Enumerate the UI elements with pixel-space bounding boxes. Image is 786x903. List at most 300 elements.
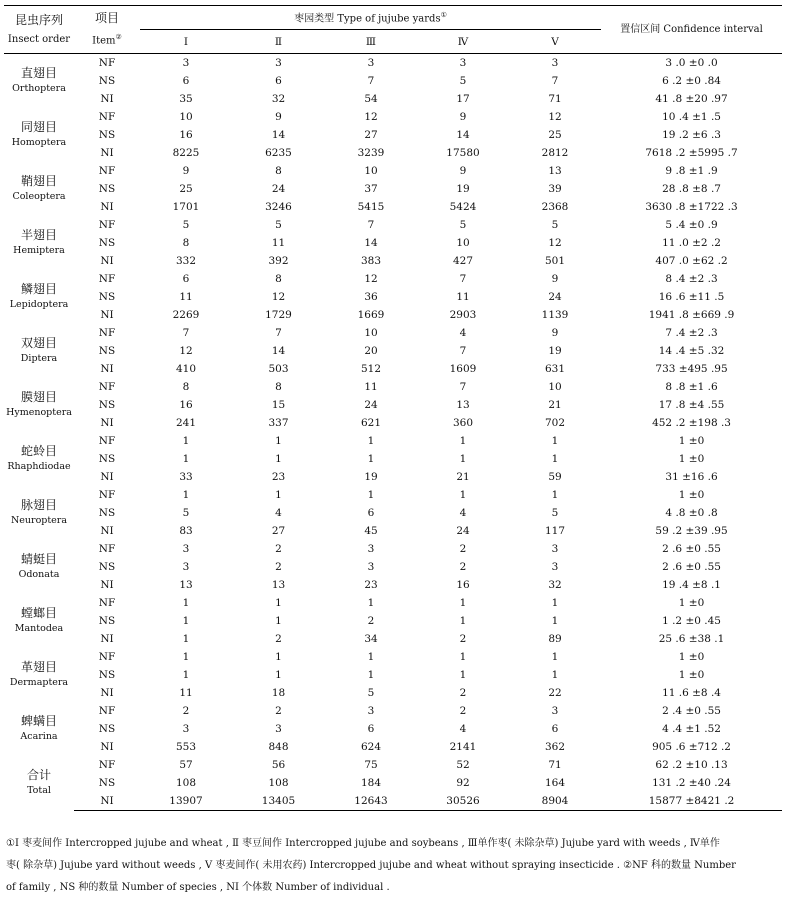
item-cell: NS	[98, 615, 116, 627]
value-cell: 1	[182, 453, 190, 465]
item-cell: NI	[100, 633, 114, 645]
item-cell: NF	[98, 489, 116, 501]
ci-cell: 28 .8 ±8 .7	[662, 183, 721, 195]
ci-cell: 16 .6 ±11 .5	[658, 291, 725, 303]
value-cell: 36	[364, 291, 378, 303]
item-cell: NS	[98, 183, 116, 195]
ci-cell: 2 .6 ±0 .55	[662, 543, 721, 555]
value-cell: 2	[182, 705, 190, 717]
insect-order-cell	[4, 540, 74, 594]
value-cell: 332	[175, 255, 197, 267]
item-cell: NF	[98, 597, 116, 609]
ci-cell: 31 ±16 .6	[665, 471, 718, 483]
ci-cell: 9 .8 ±1 .9	[665, 165, 718, 177]
col-confidence-interval	[601, 6, 782, 54]
item-cell: NI	[100, 309, 114, 321]
order-name-en: Lepidoptera	[9, 299, 69, 310]
value-cell: 14	[271, 129, 286, 141]
col-insect-order	[4, 6, 74, 54]
value-cell: 59	[548, 471, 562, 483]
insect-order-cell	[4, 270, 74, 324]
value-cell: 12	[271, 291, 286, 303]
item-cell: NS	[98, 291, 116, 303]
value-cell: 1	[367, 435, 375, 447]
order-name-zh: 蛇蛉目	[20, 444, 57, 458]
value-cell: 16	[179, 399, 193, 411]
value-cell: 11	[456, 291, 470, 303]
value-cell: 1	[551, 651, 559, 663]
item-cell: NI	[100, 687, 114, 699]
value-cell: 71	[548, 93, 562, 105]
order-name-zh: 同翅目	[20, 120, 57, 134]
value-cell: 13405	[232, 792, 325, 811]
value-cell: 1	[551, 615, 559, 627]
value-cell: 5	[459, 219, 467, 231]
item-cell: NI	[100, 579, 114, 591]
value-cell: 13	[271, 579, 286, 591]
value-cell: 1609	[449, 363, 477, 375]
order-name-en: Homoptera	[11, 137, 67, 148]
value-cell: 2	[275, 543, 282, 555]
table-row	[4, 108, 782, 126]
value-cell: 362	[544, 741, 566, 753]
value-cell: 10	[179, 111, 193, 123]
value-cell: 14	[271, 345, 286, 357]
table-row	[4, 774, 782, 792]
order-name-en: Neuroptera	[10, 515, 68, 526]
value-cell: 184	[360, 777, 382, 789]
ci-cell: 407 .0 ±62 .2	[655, 255, 728, 267]
value-cell: 3	[459, 57, 467, 69]
ci-label: 置信区间 Confidence interval	[620, 24, 763, 35]
value-cell: 3	[367, 561, 375, 573]
table-row	[4, 594, 782, 612]
value-cell: 1	[459, 489, 467, 501]
value-cell: 17580	[446, 147, 480, 159]
value-cell: 27	[364, 129, 378, 141]
order-name-zh: 螳螂目	[20, 606, 57, 620]
order-name-zh: 蜻蜓目	[20, 552, 57, 566]
value-cell: 3	[367, 705, 375, 717]
value-cell: 24	[271, 183, 286, 195]
order-name-en: Orthoptera	[12, 83, 66, 94]
item-cell: NS	[98, 453, 116, 465]
value-cell: 1	[551, 489, 559, 501]
ci-cell: 2 .4 ±0 .55	[662, 705, 721, 717]
ci-cell: 1 ±0	[678, 597, 705, 609]
value-cell: 12643	[325, 792, 417, 811]
footnote-line-3: of family , NS 种的数量 Number of species , NI 个体数 Number of individual .	[6, 882, 390, 893]
yard-type-label: 枣园类型 Type of jujube yards	[294, 13, 441, 25]
value-cell: 21	[456, 471, 470, 483]
value-cell: 1	[275, 651, 282, 663]
item-cell: NI	[100, 741, 114, 753]
table-body	[4, 54, 782, 811]
table-row	[4, 684, 782, 702]
insect-order-cell	[4, 54, 74, 109]
item-cell: NI	[74, 792, 140, 811]
value-cell: 108	[175, 777, 197, 789]
value-cell: 7	[459, 345, 467, 357]
value-cell: 1	[459, 615, 467, 627]
value-cell: 3	[551, 705, 559, 717]
value-cell: 631	[544, 363, 566, 375]
value-cell: 3246	[265, 201, 292, 213]
ci-cell: 1 .2 ±0 .45	[662, 615, 721, 627]
value-cell: 360	[452, 417, 474, 429]
value-cell: 337	[268, 417, 289, 429]
value-cell: 1	[551, 435, 559, 447]
value-cell: 1	[182, 489, 190, 501]
value-cell: 1	[367, 597, 375, 609]
value-cell: 9	[551, 273, 559, 285]
table-row	[4, 162, 782, 180]
value-cell: 512	[360, 363, 382, 375]
value-cell: 702	[544, 417, 566, 429]
table-row	[4, 234, 782, 252]
item-cell: NF	[98, 435, 116, 447]
value-cell: 1	[275, 435, 282, 447]
ci-cell: 14 .4 ±5 .32	[658, 345, 725, 357]
table-row	[4, 702, 782, 720]
item-cell: NI	[100, 363, 114, 375]
value-cell: 11	[364, 381, 378, 393]
value-cell: 1	[182, 669, 190, 681]
value-cell: 22	[548, 687, 562, 699]
value-cell: 1	[459, 651, 467, 663]
order-name-zh: 蜱螨目	[20, 714, 57, 728]
item-cell: NS	[98, 561, 116, 573]
value-cell: 241	[175, 417, 197, 429]
insect-order-cell	[4, 162, 74, 216]
value-cell: 20	[364, 345, 378, 357]
item-cell: NS	[98, 723, 116, 735]
table-row	[4, 612, 782, 630]
ci-cell: 7618 .2 ±5995 .7	[645, 147, 738, 159]
table-row	[4, 378, 782, 396]
item-cell: NF	[98, 759, 116, 771]
value-cell: 45	[364, 525, 378, 537]
value-cell: 9	[275, 111, 282, 123]
table-row	[4, 324, 782, 342]
table-row	[4, 756, 782, 774]
value-cell: 6	[367, 507, 375, 519]
ci-cell: 2 .6 ±0 .55	[662, 561, 721, 573]
value-cell: 3	[367, 57, 375, 69]
value-cell: 8	[275, 381, 282, 393]
value-cell: 503	[268, 363, 289, 375]
value-cell: 14	[456, 129, 470, 141]
yard-col-2: Ⅱ	[232, 30, 325, 54]
value-cell: 8225	[172, 147, 200, 159]
value-cell: 57	[179, 759, 193, 771]
ci-cell: 4 .4 ±1 .52	[662, 723, 721, 735]
ci-cell: 19 .2 ±6 .3	[662, 129, 721, 141]
item-cell: NF	[98, 57, 116, 69]
table-row	[4, 666, 782, 684]
col-item	[74, 6, 140, 54]
table-row	[4, 288, 782, 306]
item-cell: NI	[100, 147, 114, 159]
ci-cell: 6 .2 ±0 .84	[662, 75, 721, 87]
ci-cell: 1 ±0	[678, 489, 705, 501]
ci-cell: 11 .0 ±2 .2	[662, 237, 721, 249]
value-cell: 92	[456, 777, 470, 789]
ci-cell: 905 .6 ±712 .2	[652, 741, 731, 753]
value-cell: 848	[268, 741, 289, 753]
value-cell: 6235	[265, 147, 292, 159]
ci-cell: 1 ±0	[678, 453, 705, 465]
footnote-line-1: ①Ⅰ 枣麦间作 Intercropped jujube and wheat , Ⅱ 枣豆间作 Intercropped jujube and soybeans , Ⅲ单作枣( 未除杂草) Jujube yard with weeds , Ⅳ单作	[6, 838, 720, 849]
value-cell: 12	[548, 111, 562, 123]
value-cell: 2	[367, 615, 375, 627]
value-cell: 3	[367, 543, 375, 555]
ci-cell: 25 .6 ±38 .1	[658, 633, 725, 645]
value-cell: 24	[456, 525, 470, 537]
value-cell: 4	[459, 723, 467, 735]
table-row	[4, 270, 782, 288]
value-cell: 27	[271, 525, 286, 537]
value-cell: 1	[459, 669, 467, 681]
ci-cell: 41 .8 ±20 .97	[655, 93, 728, 105]
value-cell: 19	[456, 183, 470, 195]
footnotes	[6, 833, 782, 899]
value-cell: 6	[275, 75, 282, 87]
item-cell: NI	[100, 93, 114, 105]
value-cell: 6	[182, 273, 190, 285]
ci-cell: 131 .2 ±40 .24	[652, 777, 731, 789]
yard-col-4: Ⅳ	[417, 30, 509, 54]
ci-cell: 733 ±495 .95	[655, 363, 728, 375]
value-cell: 2368	[541, 201, 569, 213]
value-cell: 75	[364, 759, 378, 771]
order-name-en: Odonata	[18, 569, 60, 580]
ci-cell: 62 .2 ±10 .13	[655, 759, 728, 771]
item-cell: NS	[98, 399, 116, 411]
table-row	[4, 126, 782, 144]
value-cell: 9	[459, 111, 467, 123]
value-cell: 13	[548, 165, 562, 177]
value-cell: 39	[548, 183, 562, 195]
value-cell: 1	[367, 651, 375, 663]
table-row	[4, 540, 782, 558]
insect-order-cell	[4, 486, 74, 540]
value-cell: 17	[456, 93, 470, 105]
value-cell: 1	[367, 669, 375, 681]
value-cell: 32	[271, 93, 286, 105]
value-cell: 2903	[449, 309, 477, 321]
value-cell: 7	[459, 381, 467, 393]
value-cell: 1	[275, 453, 282, 465]
value-cell: 12	[548, 237, 562, 249]
value-cell: 7	[367, 75, 375, 87]
table-row	[4, 252, 782, 270]
value-cell: 21	[548, 399, 562, 411]
value-cell: 3	[551, 57, 559, 69]
item-cell: NI	[100, 525, 114, 537]
value-cell: 2	[275, 633, 282, 645]
value-cell: 5	[182, 507, 190, 519]
value-cell: 2269	[172, 309, 200, 321]
value-cell: 83	[179, 525, 193, 537]
value-cell: 15	[271, 399, 286, 411]
value-cell: 9	[459, 165, 467, 177]
value-cell: 3	[275, 723, 282, 735]
value-cell: 1	[275, 615, 282, 627]
value-cell: 6	[182, 75, 190, 87]
value-cell: 7	[367, 219, 375, 231]
value-cell: 108	[268, 777, 289, 789]
value-cell: 4	[459, 327, 467, 339]
value-cell: 5415	[357, 201, 385, 213]
value-cell: 5424	[449, 201, 477, 213]
footnote-line-2: 枣( 除杂草) Jujube yard without weeds , Ⅴ 枣麦间作( 未用农药) Intercropped jujube and wheat without spraying insecticide . ②NF 科的数量 Number	[6, 860, 736, 871]
value-cell: 12	[364, 111, 378, 123]
table-row	[4, 90, 782, 108]
value-cell: 2812	[541, 147, 569, 159]
value-cell: 13	[179, 579, 193, 591]
value-cell: 2	[459, 561, 467, 573]
value-cell: 5	[275, 219, 282, 231]
value-cell: 5	[551, 219, 559, 231]
order-name-en: Mantodea	[14, 623, 64, 634]
table-row	[4, 198, 782, 216]
value-cell: 7	[551, 75, 559, 87]
yard-col-5: Ⅴ	[509, 30, 601, 54]
yard-type-footnote-mark: ①	[440, 11, 447, 20]
yard-col-1: Ⅰ	[140, 30, 232, 54]
value-cell: 6	[551, 723, 559, 735]
table-row	[4, 144, 782, 162]
order-name-zh: 直翅目	[20, 66, 57, 80]
value-cell: 2	[459, 543, 467, 555]
insect-order-cell	[4, 324, 74, 378]
value-cell: 8	[182, 381, 190, 393]
value-cell: 3	[182, 543, 190, 555]
table-row	[4, 396, 782, 414]
value-cell: 2141	[449, 741, 477, 753]
item-cell: NS	[98, 777, 116, 789]
item-en: Item	[92, 35, 116, 47]
value-cell: 624	[360, 741, 382, 753]
value-cell: 2	[275, 561, 282, 573]
value-cell: 2	[459, 687, 467, 699]
insect-order-cell	[4, 432, 74, 486]
value-cell: 5	[367, 687, 375, 699]
value-cell: 3	[551, 543, 559, 555]
value-cell: 12	[364, 273, 378, 285]
value-cell: 1	[551, 453, 559, 465]
item-cell: NF	[98, 651, 116, 663]
value-cell: 1	[182, 651, 190, 663]
value-cell: 2	[459, 633, 467, 645]
value-cell: 16	[456, 579, 470, 591]
value-cell: 3	[275, 57, 282, 69]
value-cell: 14	[364, 237, 378, 249]
value-cell: 25	[548, 129, 562, 141]
ci-cell: 5 .4 ±0 .9	[665, 219, 718, 231]
ci-cell: 8 .8 ±1 .6	[665, 381, 718, 393]
table-row	[4, 414, 782, 432]
item-cell: NF	[98, 327, 116, 339]
value-cell: 4	[275, 507, 282, 519]
value-cell: 5	[182, 219, 190, 231]
yard-col-3: Ⅲ	[325, 30, 417, 54]
value-cell: 427	[452, 255, 474, 267]
value-cell: 3239	[357, 147, 385, 159]
item-cell: NF	[98, 381, 116, 393]
insect-order-cell	[4, 756, 74, 811]
value-cell: 11	[179, 687, 193, 699]
order-name-en: Acarina	[20, 731, 58, 742]
item-zh: 项目	[94, 10, 119, 25]
value-cell: 10	[548, 381, 562, 393]
table-row	[4, 720, 782, 738]
value-cell: 1	[551, 597, 559, 609]
value-cell: 54	[364, 93, 378, 105]
value-cell: 7	[275, 327, 282, 339]
value-cell: 1	[182, 435, 190, 447]
col-yard-type	[140, 6, 601, 30]
value-cell: 1	[275, 597, 282, 609]
value-cell: 1	[182, 597, 190, 609]
value-cell: 1	[459, 453, 467, 465]
value-cell: 2	[459, 705, 467, 717]
order-name-zh: 半翅目	[20, 228, 57, 242]
ci-cell: 19 .4 ±8 .1	[662, 579, 721, 591]
value-cell: 23	[271, 471, 286, 483]
ci-cell: 8 .4 ±2 .3	[665, 273, 718, 285]
value-cell: 383	[360, 255, 382, 267]
item-cell: NS	[98, 237, 116, 249]
value-cell: 34	[364, 633, 378, 645]
value-cell: 52	[456, 759, 470, 771]
value-cell: 24	[364, 399, 378, 411]
value-cell: 9	[551, 327, 559, 339]
value-cell: 164	[544, 777, 566, 789]
order-name-en: Hymenoptera	[6, 407, 72, 418]
table-row	[4, 558, 782, 576]
order-name-en: Dermaptera	[9, 677, 69, 688]
value-cell: 10	[364, 165, 378, 177]
value-cell: 1701	[172, 201, 200, 213]
value-cell: 8904	[509, 792, 601, 811]
order-name-zh: 鳞翅目	[20, 282, 57, 296]
value-cell: 37	[364, 183, 378, 195]
ci-cell: 3630 .8 ±1722 .3	[645, 201, 738, 213]
value-cell: 5	[459, 75, 467, 87]
value-cell: 7	[459, 273, 467, 285]
value-cell: 3	[182, 561, 190, 573]
order-name-en: Hemiptera	[13, 245, 65, 256]
insect-table	[4, 5, 782, 811]
value-cell: 1139	[541, 309, 569, 321]
item-cell: NF	[98, 705, 116, 717]
order-name-zh: 革翅目	[20, 660, 57, 674]
ci-cell: 4 .8 ±0 .8	[665, 507, 718, 519]
value-cell: 12	[179, 345, 193, 357]
ci-cell: 1941 .8 ±669 .9	[648, 309, 735, 321]
table-row	[4, 504, 782, 522]
ci-cell: 3 .0 ±0 .0	[665, 57, 718, 69]
value-cell: 1	[275, 489, 282, 501]
value-cell: 1	[367, 453, 375, 465]
value-cell: 392	[268, 255, 289, 267]
value-cell: 410	[175, 363, 197, 375]
ci-cell: 15877 ±8421 .2	[601, 792, 782, 811]
item-cell: NS	[98, 129, 116, 141]
order-name-en: Rhaphdiodae	[7, 461, 71, 472]
